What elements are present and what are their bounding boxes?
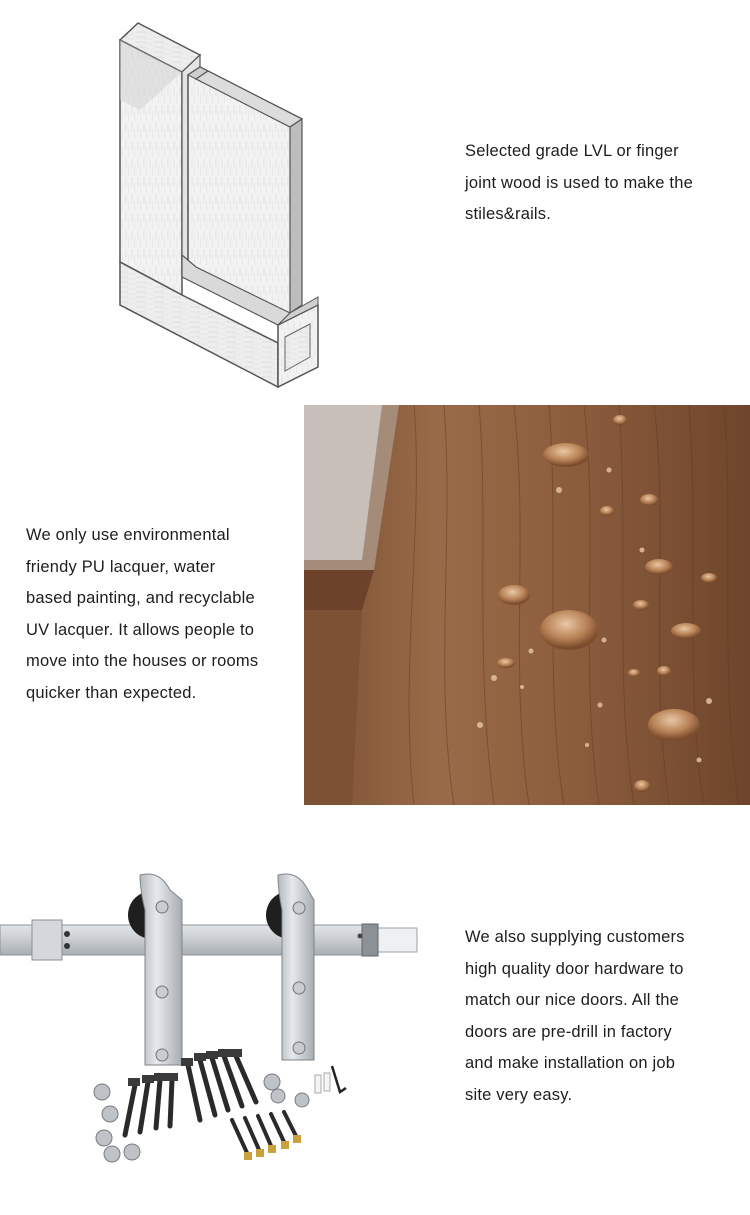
text-line: and make installation on job: [465, 1054, 676, 1072]
text-line: based painting, and recyclable: [26, 589, 255, 607]
text-line: site very easy.: [465, 1085, 573, 1104]
frame-section: [0, 0, 750, 400]
text-line: Selected grade LVL or finger: [465, 142, 679, 160]
lacquer-description: [26, 520, 296, 709]
text-line: high quality door hardware to: [465, 959, 684, 978]
lacquer-section: [0, 400, 750, 815]
text-line: joint wood is used to make the: [465, 173, 693, 192]
text-line: move into the houses or rooms: [26, 652, 259, 670]
text-line: We also supplying customers: [465, 928, 685, 946]
text-line: match our nice doors. All the: [465, 991, 679, 1009]
hardware-section: [0, 820, 750, 1215]
frame-description: [465, 136, 735, 231]
text-line: doors are pre-drill in factory: [465, 1022, 672, 1041]
barn-door-hardware-photo: [0, 870, 420, 1170]
text-line: We only use environmental: [26, 526, 230, 544]
hardware-description: [465, 922, 735, 1111]
text-line: quicker than expected.: [26, 683, 197, 702]
text-line: UV lacquer. It allows people to: [26, 620, 255, 639]
text-line: stiles&rails.: [465, 205, 552, 223]
text-line: friendy PU lacquer, water: [26, 557, 216, 576]
wood-water-droplets-photo: [304, 405, 750, 805]
door-frame-illustration: [100, 15, 330, 390]
